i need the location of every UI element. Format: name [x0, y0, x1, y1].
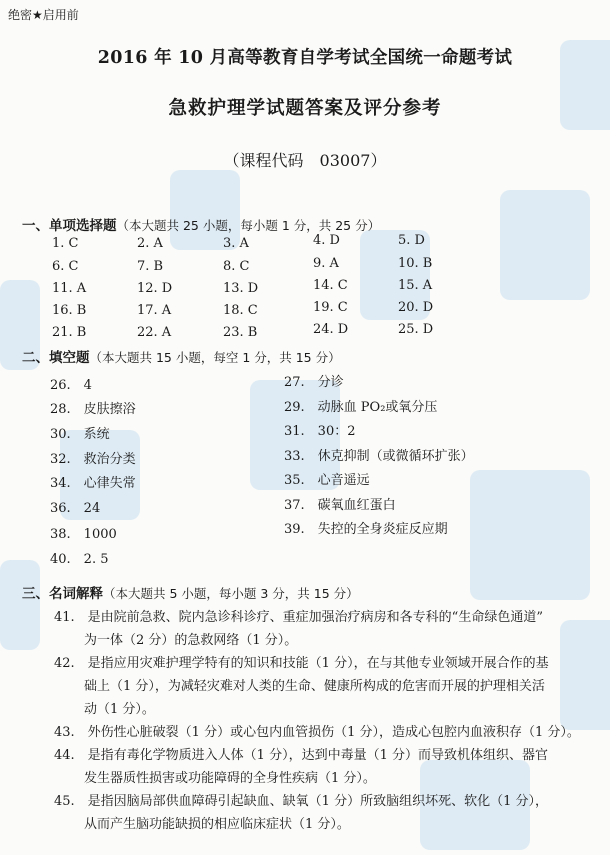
mcq-answer: 13. D	[223, 281, 259, 296]
fill-answer: 39. 失控的全身炎症反应期	[284, 522, 448, 537]
mcq-answer: 17. A	[137, 303, 172, 318]
mcq-answer: 21. B	[52, 325, 87, 340]
term-item: 42. 是指应用灾难护理学特有的知识和技能（1 分），在与其他专业领域开展合作的基	[54, 656, 549, 671]
mcq-answer: 12. D	[137, 281, 173, 296]
mcq-answer: 22. A	[137, 325, 172, 340]
fill-answer: 27. 分诊	[284, 375, 344, 390]
term-item-continuation: 础上（1 分），为减轻灾难对人类的生命、健康所构成的危害而开展的护理相关活	[84, 679, 545, 694]
mcq-answer: 14. C	[313, 278, 348, 293]
fill-answer: 33. 休克抑制（或微循环扩张）	[284, 449, 474, 464]
mcq-answer: 18. C	[223, 303, 258, 318]
mcq-answer: 10. B	[398, 256, 433, 271]
term-item-continuation: 从而产生脑功能缺损的相应临床症状（1 分）。	[84, 817, 350, 832]
fill-answer: 37. 碳氧血红蛋白	[284, 498, 396, 513]
section1-heading: 一、单项选择题（本大题共 25 小题，每小题 1 分，共 25 分）	[22, 218, 381, 234]
mcq-answer: 2. A	[137, 236, 163, 251]
fill-answer: 40. 2. 5	[50, 552, 109, 567]
term-item-continuation: 发生器质性损害或功能障碍的全身性疾病（1 分）。	[84, 771, 376, 786]
mcq-answer: 1. C	[52, 236, 79, 251]
exam-title: 2016 年 10 月高等教育自学考试全国统一命题考试	[97, 48, 513, 68]
mcq-answer: 5. D	[398, 233, 425, 248]
mcq-answer: 9. A	[313, 256, 339, 271]
fill-answer: 36. 24	[50, 501, 101, 516]
term-item: 44. 是指有毒化学物质进入人体（1 分），达到中毒量（1 分）而导致机体组织、器官	[54, 748, 548, 763]
term-item-continuation: 为一体（2 分）的急救网络（1 分）。	[84, 633, 298, 648]
term-definitions	[54, 606, 580, 836]
fill-answer: 34. 心律失常	[50, 476, 136, 491]
section3-heading: 三、名词解释（本大题共 5 小题，每小题 3 分，共 15 分）	[22, 586, 359, 602]
fill-answer: 28. 皮肤擦浴	[50, 402, 136, 417]
mcq-answer: 3. A	[223, 236, 249, 251]
mcq-answer: 4. D	[313, 233, 340, 248]
mcq-answer: 20. D	[398, 300, 434, 315]
section2-heading: 二、填空题（本大题共 15 小题，每空 1 分，共 15 分）	[22, 350, 341, 366]
mcq-answer: 7. B	[137, 259, 164, 274]
term-item-continuation: 动（1 分）。	[84, 702, 155, 717]
paper-subtitle: 急救护理学试题答案及评分参考	[168, 98, 442, 119]
mcq-answer: 23. B	[223, 325, 258, 340]
fill-answer: 35. 心音遥远	[284, 473, 370, 488]
fill-answer: 30. 系统	[50, 427, 110, 442]
fill-answer: 29. 动脉血 PO₂或氧分压	[284, 400, 438, 415]
fill-answer: 32. 救治分类	[50, 452, 136, 467]
mcq-answer: 16. B	[52, 303, 87, 318]
term-item: 45. 是指因脑局部供血障碍引起缺血、缺氧（1 分）所致脑组织坏死、软化（1 分），	[54, 794, 548, 809]
mcq-answer: 19. C	[313, 300, 348, 315]
fill-answer: 38. 1000	[50, 527, 117, 542]
mcq-answer: 6. C	[52, 259, 79, 274]
fill-answer: 26. 4	[50, 378, 92, 393]
mcq-answer: 25. D	[398, 322, 434, 337]
term-item: 41. 是由院前急救、院内急诊科诊疗、重症加强治疗病房和各专科的“生命绿色通道”	[54, 610, 543, 625]
mcq-answer: 8. C	[223, 259, 250, 274]
confidential-label: 绝密★启用前	[8, 8, 79, 22]
mcq-answer: 24. D	[313, 322, 349, 337]
fill-answer: 31. 30：2	[284, 424, 356, 439]
term-item: 43. 外伤性心脏破裂（1 分）或心包内血管损伤（1 分），造成心包腔内血液积存（1 分）。	[54, 725, 580, 740]
course-code: （课程代码 03007）	[223, 151, 387, 170]
mcq-answer: 11. A	[52, 281, 87, 296]
mcq-answer: 15. A	[398, 278, 433, 293]
